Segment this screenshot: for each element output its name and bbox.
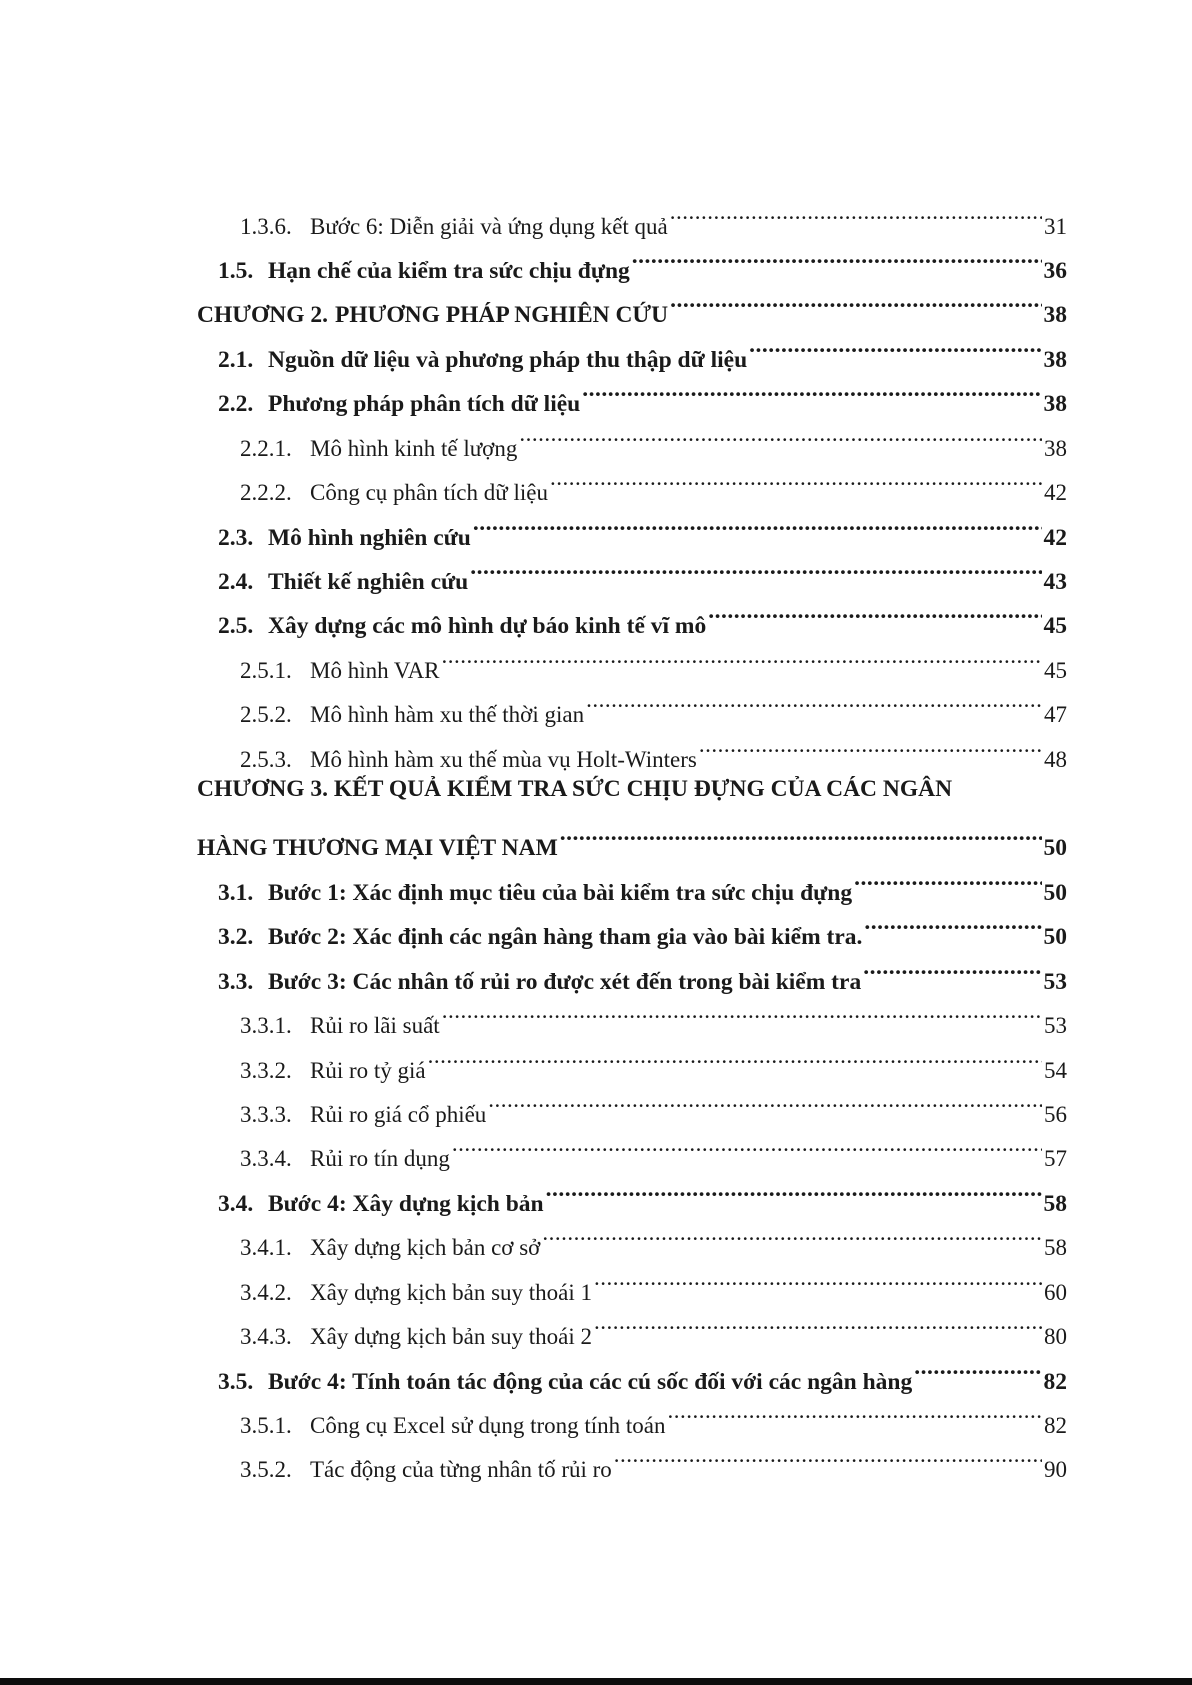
toc-dot-leader bbox=[699, 723, 1042, 767]
toc-entry-number: 3.4.2. bbox=[240, 1280, 292, 1305]
toc-entry bbox=[240, 723, 1067, 772]
toc-entry-page: 36 bbox=[1043, 258, 1067, 284]
toc-entry-page: 45 bbox=[1044, 658, 1067, 683]
page-bottom-border bbox=[0, 1678, 1192, 1685]
toc-entry-number: 3.2. bbox=[218, 924, 254, 950]
toc-entry-page: 50 bbox=[1043, 835, 1067, 861]
toc-entry bbox=[218, 545, 1067, 595]
toc-entry-page: 38 bbox=[1043, 302, 1067, 328]
toc-entry-page: 80 bbox=[1044, 1324, 1067, 1349]
toc-entry-title: Xây dựng các mô hình dự báo kinh tế vĩ mô bbox=[268, 613, 707, 639]
toc-entry bbox=[218, 323, 1067, 373]
toc-entry-title: Rủi ro giá cổ phiếu bbox=[310, 1102, 487, 1127]
toc-entry bbox=[240, 1211, 1067, 1260]
toc-entry-title: PHƯƠNG PHÁP NGHIÊN CỨU bbox=[334, 302, 669, 328]
toc-entry-title: Hạn chế của kiểm tra sức chịu đựng bbox=[268, 258, 630, 284]
toc-entry-number: 2.5.2. bbox=[240, 702, 292, 727]
toc-entry-number: 3.4.1. bbox=[240, 1235, 292, 1260]
toc-dot-leader bbox=[452, 1122, 1042, 1166]
toc-dot-leader bbox=[670, 278, 1041, 322]
toc-entry-number: 2.3. bbox=[218, 525, 254, 551]
toc-entry-number: CHƯƠNG 2. bbox=[197, 302, 328, 328]
toc-entry-title: Mô hình nghiên cứu bbox=[268, 525, 471, 551]
toc-entry-page: 82 bbox=[1044, 1413, 1067, 1438]
toc-entry-page: 38 bbox=[1044, 436, 1067, 461]
toc-entry bbox=[240, 678, 1067, 727]
toc-entry bbox=[240, 456, 1067, 505]
toc-dot-leader bbox=[473, 501, 1042, 545]
toc-entry bbox=[240, 1034, 1067, 1083]
toc-dot-leader bbox=[863, 945, 1041, 989]
toc-entry-title: HÀNG THƯƠNG MẠI VIỆT NAM bbox=[197, 835, 558, 861]
toc-chapter-entry bbox=[197, 278, 1067, 328]
toc-entry-title: Xây dựng kịch bản suy thoái 2 bbox=[310, 1324, 593, 1349]
toc-dot-leader bbox=[670, 190, 1042, 234]
toc-entry-title: Mô hình kinh tế lượng bbox=[310, 436, 518, 461]
toc-dot-leader bbox=[914, 1345, 1041, 1389]
toc-entry-number: 3.4.3. bbox=[240, 1324, 292, 1349]
toc-entry-page: 58 bbox=[1044, 1235, 1067, 1260]
toc-entry-title: Bước 3: Các nhân tố rủi ro được xét đến trong bài kiểm tra bbox=[268, 969, 862, 995]
toc-entry-page: 82 bbox=[1043, 1369, 1067, 1395]
toc-entry-title: Xây dựng kịch bản suy thoái 1 bbox=[310, 1280, 593, 1305]
toc-dot-leader bbox=[582, 367, 1041, 411]
toc-entry-title: Bước 4: Xây dựng kịch bản bbox=[268, 1191, 544, 1217]
toc-entry-title: Xây dựng kịch bản cơ sở bbox=[310, 1235, 541, 1260]
toc-dot-leader bbox=[519, 412, 1042, 456]
toc-entry-page: 90 bbox=[1044, 1457, 1067, 1482]
toc-entry bbox=[218, 900, 1067, 950]
toc-entry-number: 2.2.1. bbox=[240, 436, 292, 461]
toc-dot-leader bbox=[708, 589, 1041, 633]
toc-entry-page: 42 bbox=[1043, 525, 1067, 551]
toc-entry-title: Nguồn dữ liệu và phương pháp thu thập dữ liệu bbox=[268, 347, 748, 373]
toc-dot-leader bbox=[586, 678, 1042, 722]
toc-entry bbox=[240, 989, 1067, 1038]
toc-entry-title: Phương pháp phân tích dữ liệu bbox=[268, 391, 581, 417]
toc-entry-page: 43 bbox=[1043, 569, 1067, 595]
toc-entry-page: 53 bbox=[1043, 969, 1067, 995]
toc-entry bbox=[240, 1300, 1067, 1349]
toc-entry bbox=[240, 1389, 1067, 1438]
toc-entry-title: Công cụ Excel sử dụng trong tính toán bbox=[310, 1413, 666, 1438]
toc-dot-leader bbox=[594, 1256, 1042, 1300]
toc-entry-number: 2.1. bbox=[218, 347, 254, 373]
toc-entry bbox=[240, 1122, 1067, 1171]
toc-dot-leader bbox=[488, 1078, 1042, 1122]
toc-entry-title: Mô hình hàm xu thế mùa vụ Holt-Winters bbox=[310, 747, 697, 772]
toc-entry-page: 57 bbox=[1044, 1146, 1067, 1171]
toc-entry-number: 1.5. bbox=[218, 258, 254, 284]
toc-entry-number: 2.5.1. bbox=[240, 658, 292, 683]
toc-entry-page: 56 bbox=[1044, 1102, 1067, 1127]
toc-entry-number: 3.3.1. bbox=[240, 1013, 292, 1038]
toc-entry-number: 3.4. bbox=[218, 1191, 254, 1217]
toc-entry-page: 50 bbox=[1043, 924, 1067, 950]
toc-dot-leader bbox=[749, 323, 1041, 367]
toc-entry-title: Bước 2: Xác định các ngân hàng tham gia vào bài kiểm tra. bbox=[268, 924, 863, 950]
toc-entry-page: 38 bbox=[1043, 347, 1067, 373]
toc-dot-leader bbox=[550, 456, 1042, 500]
toc-entry bbox=[240, 190, 1067, 239]
toc-chapter-entry bbox=[197, 811, 1067, 861]
toc-entry-title: Mô hình VAR bbox=[310, 658, 440, 683]
toc-entry bbox=[218, 589, 1067, 639]
toc-entry bbox=[240, 1433, 1067, 1482]
toc-entry-title: Bước 6: Diễn giải và ứng dụng kết quả bbox=[310, 214, 668, 239]
toc-entry-number: 3.1. bbox=[218, 880, 254, 906]
toc-entry-number: 2.5. bbox=[218, 613, 254, 639]
toc-entry-page: 50 bbox=[1043, 880, 1067, 906]
toc-entry bbox=[218, 501, 1067, 551]
toc-entry-page: 54 bbox=[1044, 1058, 1067, 1083]
toc-entry-page: 31 bbox=[1044, 214, 1067, 239]
toc-entry-page: 60 bbox=[1044, 1280, 1067, 1305]
toc-entry-number: 2.2.2. bbox=[240, 480, 292, 505]
toc-entry-page: 38 bbox=[1043, 391, 1067, 417]
toc-dot-leader bbox=[560, 811, 1042, 855]
toc-entry bbox=[218, 1167, 1067, 1217]
toc-entry-number: 3.5.2. bbox=[240, 1457, 292, 1482]
toc-entry-number: 1.3.6. bbox=[240, 214, 292, 239]
toc-entry-title: Rủi ro tín dụng bbox=[310, 1146, 450, 1171]
toc-chapter-heading-line1: CHƯƠNG 3. KẾT QUẢ KIỂM TRA SỨC CHỊU ĐỰNG CỦA CÁC NGÂN bbox=[197, 776, 953, 802]
toc-entry-number: 3.3. bbox=[218, 969, 254, 995]
toc-dot-leader bbox=[614, 1433, 1042, 1477]
toc-entry bbox=[218, 234, 1067, 284]
toc-dot-leader bbox=[594, 1300, 1042, 1344]
toc-entry bbox=[240, 412, 1067, 461]
toc-entry-title: Thiết kế nghiên cứu bbox=[268, 569, 469, 595]
toc-entry-number: 3.3.2. bbox=[240, 1058, 292, 1083]
toc-dot-leader bbox=[442, 634, 1042, 678]
toc-entry-number: 3.3.3. bbox=[240, 1102, 292, 1127]
toc-entry-page: 47 bbox=[1044, 702, 1067, 727]
toc-entry-page: 42 bbox=[1044, 480, 1067, 505]
toc-dot-leader bbox=[542, 1211, 1042, 1255]
toc-entry-title: Bước 1: Xác định mục tiêu của bài kiểm tra sức chịu đựng bbox=[268, 880, 853, 906]
toc-dot-leader bbox=[632, 234, 1042, 278]
toc-dot-leader bbox=[668, 1389, 1042, 1433]
toc-entry-number: 2.5.3. bbox=[240, 747, 292, 772]
toc-entry-title: Rủi ro lãi suất bbox=[310, 1013, 440, 1038]
toc-entry-number: 3.5. bbox=[218, 1369, 254, 1395]
toc-dot-leader bbox=[546, 1167, 1042, 1211]
toc-entry bbox=[240, 1078, 1067, 1127]
toc-entry bbox=[240, 1256, 1067, 1305]
toc-entry-number: 2.4. bbox=[218, 569, 254, 595]
toc-dot-leader bbox=[442, 989, 1042, 1033]
toc-entry-page: 45 bbox=[1043, 613, 1067, 639]
toc-entry-title: Tác động của từng nhân tố rủi ro bbox=[310, 1457, 612, 1482]
toc-entry bbox=[218, 367, 1067, 417]
toc-entry-title: Rủi ro tỷ giá bbox=[310, 1058, 426, 1083]
toc-entry-page: 48 bbox=[1044, 747, 1067, 772]
toc-entry bbox=[218, 856, 1067, 906]
toc-entry-number: 3.5.1. bbox=[240, 1413, 292, 1438]
toc-entry-page: 53 bbox=[1044, 1013, 1067, 1038]
toc-dot-leader bbox=[864, 900, 1041, 944]
toc-entry-title: Bước 4: Tính toán tác động của các cú sốc đối với các ngân hàng bbox=[268, 1369, 913, 1395]
toc-entry-number: 3.3.4. bbox=[240, 1146, 292, 1171]
toc-dot-leader bbox=[470, 545, 1041, 589]
toc-entry-title: Mô hình hàm xu thế thời gian bbox=[310, 702, 585, 727]
toc-entry-title: Công cụ phân tích dữ liệu bbox=[310, 480, 548, 505]
toc-entry-page: 58 bbox=[1043, 1191, 1067, 1217]
toc-entry bbox=[218, 1345, 1067, 1395]
toc-dot-leader bbox=[854, 856, 1041, 900]
toc-dot-leader bbox=[428, 1034, 1042, 1078]
toc-entry bbox=[240, 634, 1067, 683]
toc-entry bbox=[218, 945, 1067, 995]
toc-entry-number: 2.2. bbox=[218, 391, 254, 417]
